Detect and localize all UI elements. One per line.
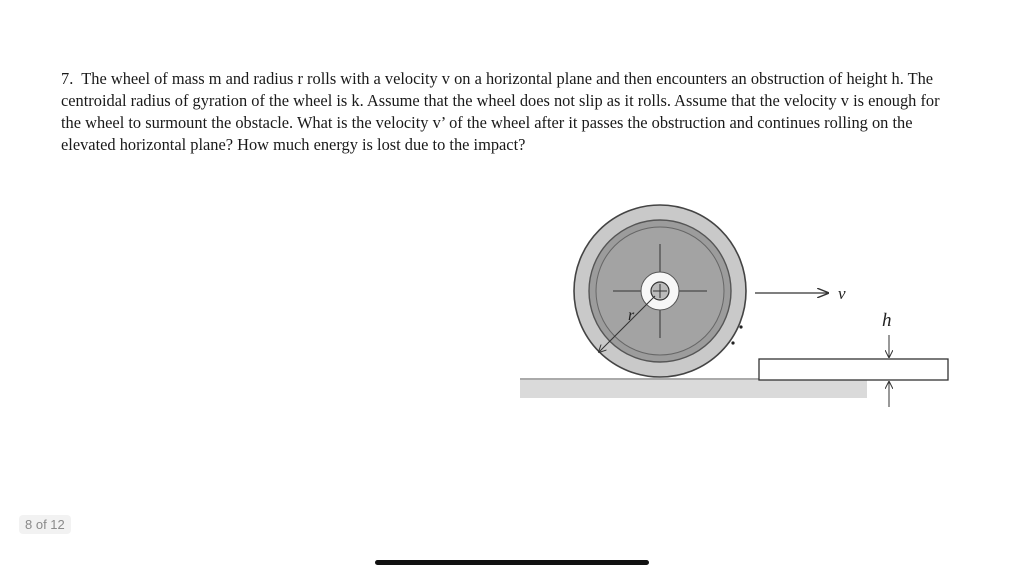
home-indicator-bar[interactable] (375, 560, 649, 565)
wheel-obstruction-figure (505, 185, 965, 435)
ground-surface (520, 378, 867, 398)
height-label: h (882, 310, 892, 331)
problem-statement (61, 68, 963, 156)
figure-svg (505, 185, 965, 435)
radius-label: r (628, 307, 635, 324)
tire-mark (739, 325, 742, 328)
page-indicator: 8 of 12 (19, 515, 71, 534)
problem-number: 7. (61, 69, 74, 88)
problem-body: The wheel of mass m and radius r rolls with a velocity v on a horizontal plane and then encounters an obstruction of height h. The centroidal radius of gyration of the wheel is k. Assume that the wheel does not slip as it rolls. Assume that the velocity v is enough for the wheel to surmount the obstacle. What is the velocity v’ of the wheel after it passes the obstruction and continues rolling on the elevated horizontal plane? How much energy is lost due to the impact? (61, 69, 940, 154)
obstruction-step (759, 359, 948, 380)
tire-mark (731, 341, 734, 344)
velocity-label: v (838, 284, 846, 303)
